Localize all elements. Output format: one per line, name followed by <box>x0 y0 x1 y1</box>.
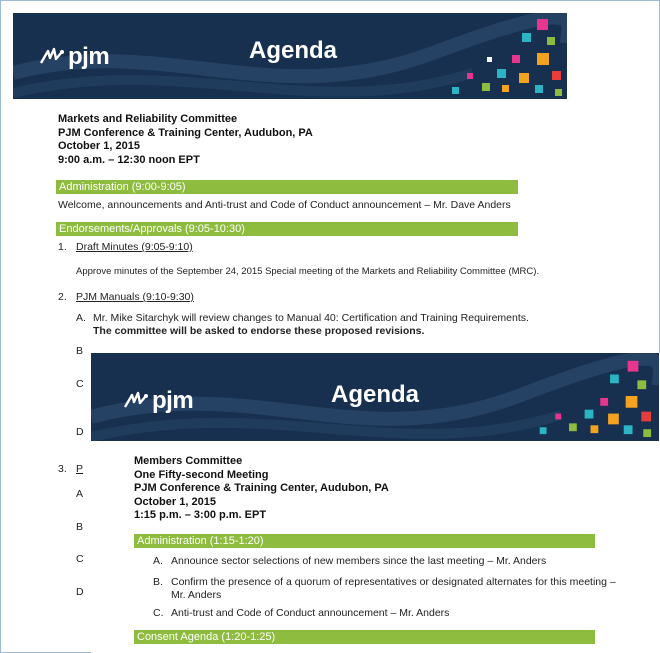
sub-item-letter: B <box>76 521 84 533</box>
item-3-title-partial[interactable]: P <box>76 463 84 475</box>
sub-item-letter: B <box>76 345 84 357</box>
banner-title: Agenda <box>331 381 420 408</box>
sub-item-text: Anti-trust and Code of Conduct announcement – Mr. Anders <box>171 607 450 619</box>
sub-item-letter: C. <box>153 607 164 619</box>
sub-item-letter: C <box>76 553 84 565</box>
sub-item-letter: D <box>76 586 84 598</box>
agenda-banner <box>13 13 567 99</box>
meeting-location: PJM Conference & Training Center, Audubon, PA <box>58 126 313 139</box>
agenda-banner <box>91 353 659 441</box>
sub-item-letter: A. <box>153 555 163 567</box>
section-administration: Administration (1:15-1:20) <box>134 534 595 548</box>
sub-item-text: Mr. Mike Sitarchyk will review changes to Manual 40: Certification and Training Requirements. <box>93 312 529 324</box>
pjm-logo-mark-icon <box>39 47 65 67</box>
welcome-line: Welcome, announcements and Anti-trust and Code of Conduct announcement – Mr. Dave Anders <box>58 199 511 211</box>
section-endorsements: Endorsements/Approvals (9:05-10:30) <box>56 222 518 236</box>
sub-item-text: Confirm the presence of a quorum of representatives or designated alternates for this meeting – <box>171 576 616 588</box>
meeting-header <box>58 113 313 167</box>
meeting-header <box>134 455 389 523</box>
meeting-time: 9:00 a.m. – 12:30 noon EPT <box>58 153 200 166</box>
sub-item-letter: B. <box>153 576 163 588</box>
sub-item-letter: D <box>76 426 84 438</box>
banner-tiles-graphic <box>387 13 567 99</box>
meeting-location: PJM Conference & Training Center, Audubon, PA <box>134 482 389 494</box>
item-number: 1. <box>58 241 67 253</box>
item-number: 2. <box>58 291 67 303</box>
sub-item-letter: A. <box>76 312 86 324</box>
pjm-logo-mark-icon <box>123 391 149 411</box>
meeting-number: One Fifty-second Meeting <box>134 468 269 481</box>
banner-tiles-graphic <box>479 353 659 439</box>
meeting-time: 1:15 p.m. – 3:00 p.m. EPT <box>134 509 267 521</box>
section-administration: Administration (9:00-9:05) <box>56 180 518 194</box>
pjm-logo-text: pjm <box>152 387 194 414</box>
banner-title: Agenda <box>249 37 338 64</box>
committee-name: Members Committee <box>134 455 243 467</box>
meeting-date: October 1, 2015 <box>58 140 140 152</box>
committee-name: Markets and Reliability Committee <box>58 113 238 125</box>
item-pjm-manuals-title[interactable]: PJM Manuals (9:10-9:30) <box>76 291 194 303</box>
pjm-logo <box>123 387 193 415</box>
sub-item-bold-note: The committee will be asked to endorse these proposed revisions. <box>93 325 425 337</box>
pjm-logo-text: pjm <box>68 43 110 70</box>
sub-item-text-continued: Mr. Anders <box>171 589 222 601</box>
meeting-date: October 1, 2015 <box>134 495 216 508</box>
pjm-logo <box>39 43 109 71</box>
sub-item-letter: A <box>76 488 84 500</box>
sub-item-letter: C <box>76 378 84 390</box>
sub-item-text: Announce sector selections of new members since the last meeting – Mr. Anders <box>171 555 547 567</box>
item-draft-minutes-body: Approve minutes of the September 24, 2015 Special meeting of the Markets and Reliability Committee (MRC). <box>76 266 540 277</box>
section-consent-agenda: Consent Agenda (1:20-1:25) <box>134 630 595 644</box>
item-number: 3. <box>58 463 67 475</box>
item-draft-minutes-title[interactable]: Draft Minutes (9:05-9:10) <box>76 241 193 253</box>
